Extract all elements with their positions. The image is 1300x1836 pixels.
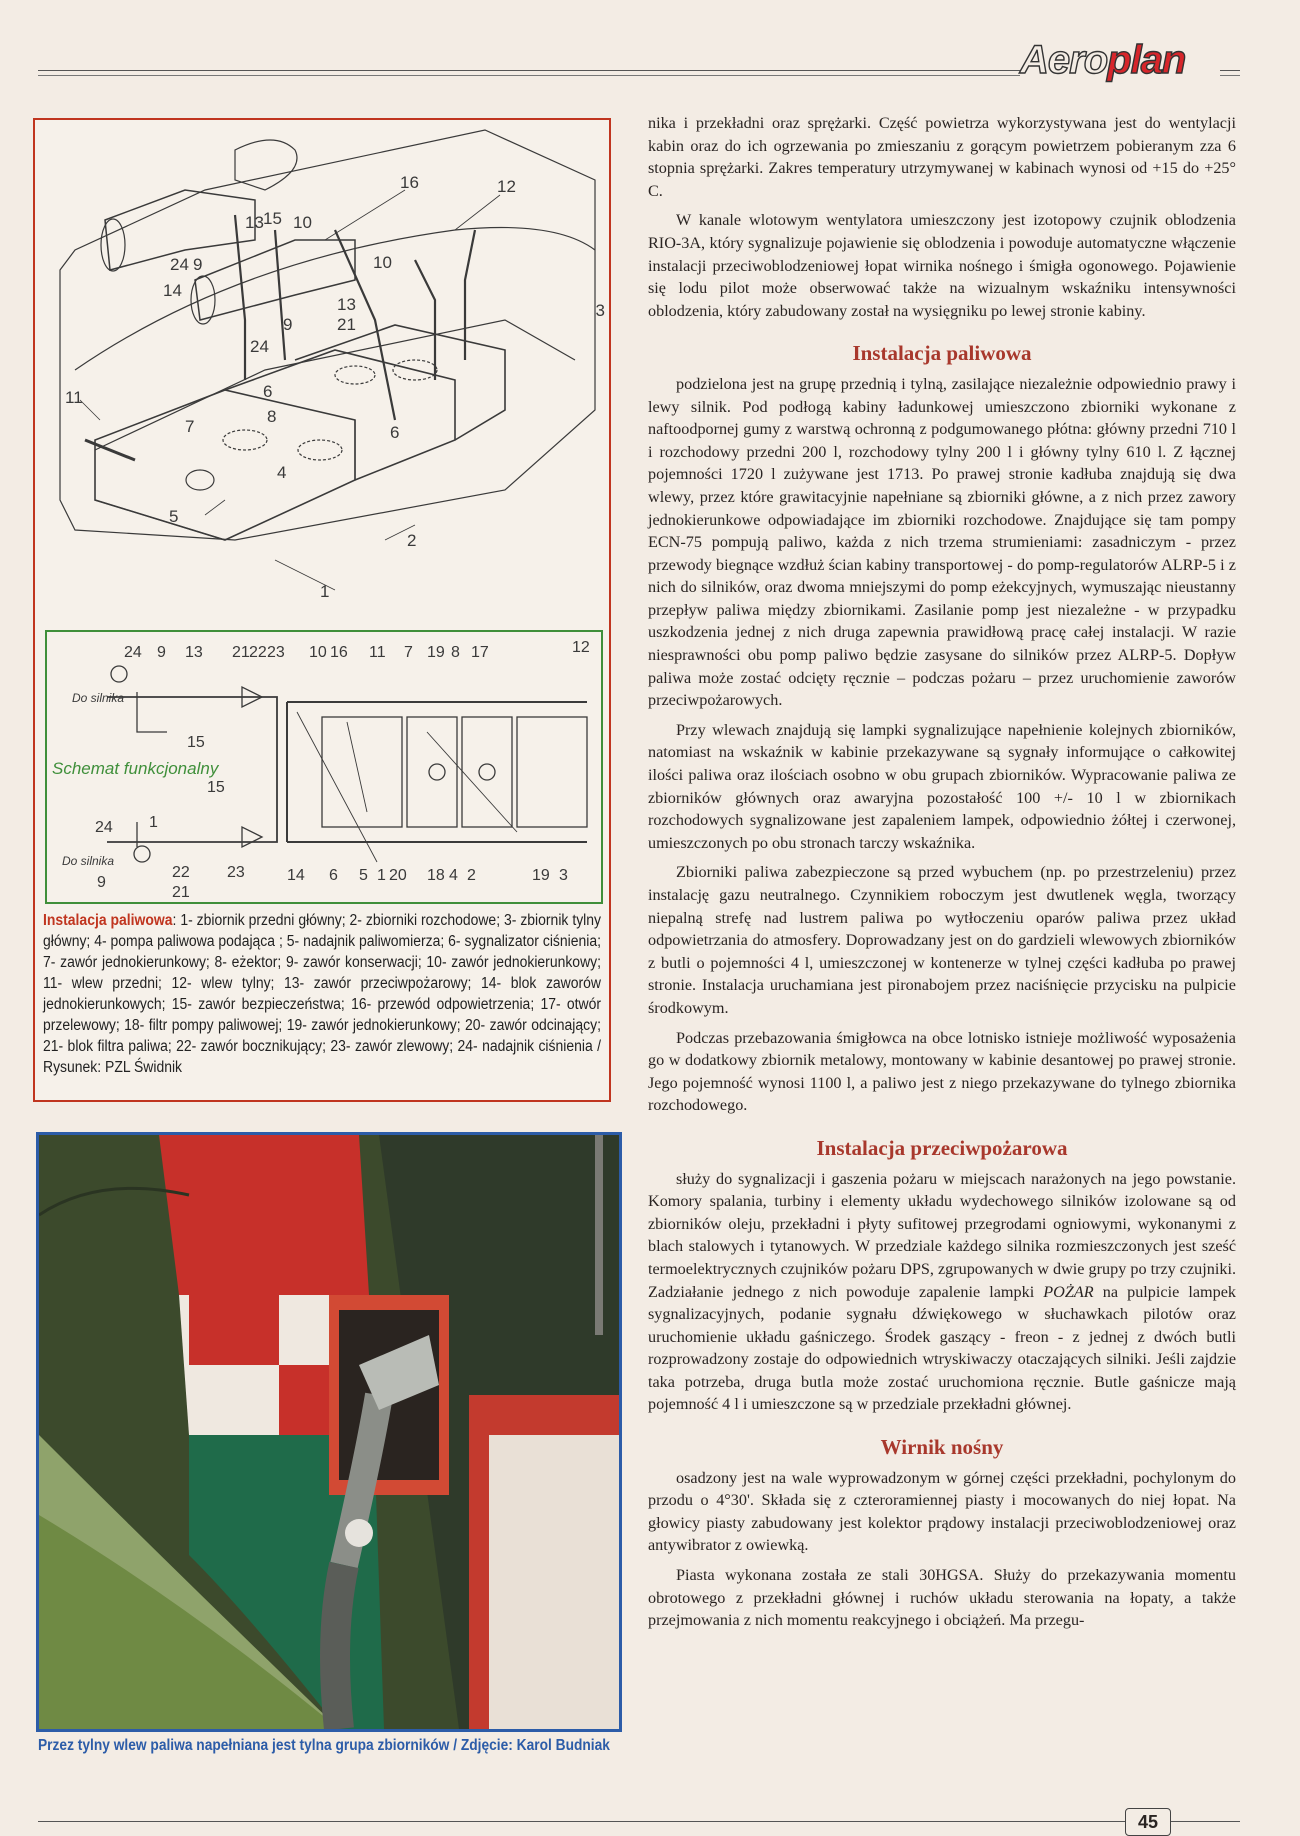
callout-13: 13 bbox=[245, 213, 264, 232]
schema-num-20: 20 bbox=[389, 867, 407, 884]
paragraph: osadzony jest na wale wyprowadzonym w górnej części przekładni, pochylonym do przodu o 4°30'. Składa się z czteroramiennej piasty i mocowanych do niej łopat. Na głowicy piasty zabudowany jest kolektor prądowy instalacji przeciwoblodzeniowej oraz antywibrator z owiewką. bbox=[648, 1468, 1236, 1555]
schema-num-8: 8 bbox=[451, 644, 460, 661]
schema-num-9: 9 bbox=[157, 644, 166, 661]
callout-10: 10 bbox=[293, 213, 312, 232]
tank-front-main bbox=[95, 390, 355, 540]
section-heading-fuel: Instalacja paliwowa bbox=[852, 341, 1032, 366]
schema-num-21b: 21 bbox=[172, 884, 190, 901]
schema-num-18: 18 bbox=[427, 867, 445, 884]
main-manifold bbox=[287, 702, 587, 842]
floor-line bbox=[95, 320, 575, 450]
footer-rule bbox=[38, 1821, 1240, 1822]
fire-lamp-label: POŻAR bbox=[1043, 1282, 1094, 1301]
callout-7: 7 bbox=[185, 417, 195, 436]
engine-left-intake bbox=[101, 219, 125, 271]
schema-num-17: 17 bbox=[471, 644, 489, 661]
schema-num-3: 3 bbox=[559, 867, 568, 884]
label-to-engine-top: Do silnika bbox=[72, 691, 125, 705]
tank-box-front bbox=[322, 717, 402, 827]
schema-num-7: 7 bbox=[404, 644, 413, 661]
schema-num-22: 22 bbox=[249, 644, 267, 661]
schema-num-6: 6 bbox=[329, 867, 338, 884]
callout-2: 2 bbox=[407, 531, 417, 550]
schema-num-24: 24 bbox=[124, 644, 142, 661]
callout-8: 8 bbox=[267, 407, 277, 426]
schema-num-21: 21 bbox=[232, 644, 250, 661]
schema-num-12: 12 bbox=[572, 639, 590, 656]
filter-symbols bbox=[242, 687, 262, 847]
pump-symbol bbox=[429, 764, 445, 780]
section-heading-fire: Instalacja przeciwpożarowa bbox=[816, 1135, 1068, 1160]
callout-15: 15 bbox=[263, 209, 282, 228]
schema-num-15: 15 bbox=[187, 734, 205, 751]
paragraph: Przy wlewach znajdują się lampki sygnalizujące napełnienie kolejnych zbiorników, natomiast na wskaźnik w kabinie przekazywane są sygnały informujące o całkowitej ilości paliwa oraz ilościach osobno w obu grupach zbiorników. Wypracowanie paliwa ze zbiorników głównych oraz awaryjna pozostałość 100 +/- 10 l w zbiornikach rozchodowych sygnalizowane jest zapaleniem lampek, odpowiednio żółtej i czerwonej, umieszczonych po obu stronach tarczy wskaźnika. bbox=[648, 720, 1236, 852]
tank-edges bbox=[95, 420, 355, 540]
schema-num-1: 1 bbox=[149, 814, 158, 831]
paragraph: Piasta wykonana została ze stali 30HGSA. Służy do przekazywania momentu obrotowego z przekładni głównej i ruchów układu sterowania na łopaty, a także przejmowania z nich momentu reakcyjnego i obciążeń. Ma przegu- bbox=[648, 1566, 1236, 1630]
schema-num-5: 5 bbox=[359, 867, 368, 884]
callout-3: 3 bbox=[595, 301, 605, 320]
tank-rear-main bbox=[225, 350, 455, 480]
callout-6b: 6 bbox=[390, 423, 400, 442]
figure-caption bbox=[43, 910, 601, 1078]
engine-right-intake bbox=[191, 276, 215, 324]
schema-num-23: 23 bbox=[267, 644, 285, 661]
photo-caption: Przez tylny wlew paliwa napełniana jest tylna grupa zbiorników / Zdjęcie: Karol Budniak bbox=[38, 1737, 610, 1754]
schema-num-10: 10 bbox=[309, 644, 327, 661]
tank-box-rear bbox=[517, 717, 587, 827]
schema-num-11: 11 bbox=[369, 644, 386, 661]
paragraph-text: służy do sygnalizacji i gaszenia pożaru w miejscach narażonych na jego powstanie. Komory spalania, turbiny i elementy układu wydechowego silników izolowane są od zbiorników oleju, przekładni i płyty sufitowej przegrodami ogniowymi, wykonanymi z blach stalowych i tytanowych. W przedziale każdego silnika rozmieszczonych jest sześć termoelektrycznych czujników pożaru DPS, zgrupowanych w dwie grupy po trzy czujniki. Zadziałanie jednego z nich powoduje zapalenie lampki bbox=[648, 1169, 1236, 1301]
paragraph: podzielona jest na grupę przednią i tylną, zasilające niezależnie odpowiednio prawy i lewy silnik. Pod podłogą kabiny ładunkowej umieszczono zbiorniki wykonane z naftoodpornej gumy z warstwą ochronną z podgumowanego płótna: główny przedni 710 l i rozchodowy przedni 200 l, rozchodowy tylny 200 l i główny tylny 610 l. Z łącznej pojemności 1720 l zużywane jest 1713. Po prawej stronie kadłuba znajdują się dwa wlewy, przez które grawitacyjnie napełniane są zbiorniki główne, a z nich przez zawory jednokierunkowe odpowiadające im zbiorniki rozchodowe. Znajdujące się tam pompy ECN-75 pompują paliwo, każda z nich trzema strumieniami: zasadniczym - przez przewody biegnące wzdłuż ścian kabiny transportowej - do pomp-regulatorów ALRP-5 i z nich do silników, oraz dwoma mniejszymi do pomp eżekcyjnych, wymuszając nieustanny przepływ paliwa między zbiornikami. Zasilanie pomp jest niezależne - w przypadku uszkodzenia jednej z nich druga zapewnia prawidłową pracę całej instalacji. W razie niesprawności obu pomp paliwo będzie zasysane do silników przez ALRP-5. Dopływ paliwa może zostać odcięty ręcznie – podczas pożaru – przez uruchomienie zaworów przeciwpożarowych. bbox=[648, 374, 1236, 710]
page-number: 45 bbox=[1125, 1808, 1171, 1836]
logo-part-aero: Aero bbox=[1020, 38, 1108, 82]
schema-title: Schemat funkcjonalny bbox=[52, 759, 219, 778]
callout-24: 24 bbox=[170, 255, 189, 274]
callout-10b: 10 bbox=[373, 253, 392, 272]
tank-box-consumable-rear bbox=[462, 717, 512, 827]
exhaust-pipe bbox=[235, 140, 297, 190]
paragraph: Podczas przebazowania śmigłowca na obce lotnisko istnieje możliwość wyposażenia go w dodatkowy zbiornik metalowy, montowany w kabinie desantowej po prawej stronie. Jego pojemność wynosi 1100 l, a paliwo jest z niego przekazywane do tylnego zbiornika rozchodowego. bbox=[648, 1028, 1236, 1115]
paragraph: W kanale wlotowym wentylatora umieszczony jest izotopowy czujnik oblodzenia RIO-3A, który sygnalizuje pojawienie się oblodzenia i powoduje automatyczne włączenie instalacji przeciwoblodzeniowej łopat wirnika nośnego i śmigła ogonowego. Pojawienie się lodu pilot może obserwować także na wizualnym wskaźniku intensywności oblodzenia, który zabudowany został na wysięgniku po lewej stronie kabiny. bbox=[648, 211, 1236, 320]
frame-line bbox=[75, 228, 595, 371]
pressure-gauge-bottom bbox=[134, 846, 150, 862]
callout-16: 16 bbox=[400, 173, 419, 192]
schema-num-9b: 9 bbox=[97, 874, 106, 891]
pressure-gauge-top bbox=[111, 666, 127, 682]
callout-9: 9 bbox=[193, 255, 203, 274]
callout-6: 6 bbox=[263, 382, 273, 401]
callout-14: 14 bbox=[163, 281, 182, 300]
schema-num-2: 2 bbox=[467, 867, 476, 884]
fuel-system-figure bbox=[33, 118, 611, 1102]
paragraph bbox=[648, 1168, 1236, 1417]
callout-13b: 13 bbox=[337, 295, 356, 314]
tank-box-consumable bbox=[407, 717, 457, 827]
section-heading-rotor: Wirnik nośny bbox=[880, 1435, 1004, 1460]
paragraph: Zbiorniki paliwa zabezpieczone są przed wybuchem (np. po przestrzeleniu) przez instalację gazu neutralnego. Czynnikiem roboczym jest dwutlenek węgla, tworzący niepalną strefę nad lustrem paliwa po wytłoczeniu oparów paliwa przez układ odpowietrzania do atmosfery. Doprowadzany jest on do gardzieli wlewowych zbiorników z butli o pojemności 4 l, umieszczonej w kontenerze w tylnej części kadłuba po prawej stronie. Instalacja uruchamiana jest pironabojem przez naciśnięcie przycisku na pulpicie środkowym. bbox=[648, 863, 1236, 1017]
schema-num-19b: 19 bbox=[532, 867, 550, 884]
functional-schema-drawing bbox=[47, 632, 601, 902]
pump-symbol bbox=[479, 764, 495, 780]
article-column bbox=[648, 112, 1236, 1639]
caption-title: Instalacja paliwowa bbox=[43, 912, 173, 929]
caption-text: : 1- zbiornik przedni główny; 2- zbiorniki rozchodowe; 3- zbiornik tylny główny; 4- pompa paliwowa podająca ; 5- nadajnik paliwomierza; 6- sygnalizator ciśnienia; 7- zawór jednokierunkowy; 8- eżektor; 9- zawór konserwacji; 10- zawór jednokierunkowy; 11- wlew przedni; 12- wlew tylny; 13- zawór przeciwpożarowy; 14- blok zaworów jednokierunkowych; 15- zawór bezpieczeństwa; 16- przewód odpowietrzenia; 17- otwór przelewowy; 18- filtr pompy paliwowej; 19- zawór jednokierunkowy; 20- zawór odcinający; 21- blok filtra paliwa; 22- zawór bocznikujący; 23- zawór zlewowy; 24- nadajnik ciśnienia / Rysunek: PZL Świdnik bbox=[43, 912, 602, 1076]
callout-5: 5 bbox=[169, 507, 179, 526]
engine-right bbox=[195, 240, 355, 320]
schema-num-24b: 24 bbox=[95, 819, 113, 836]
schema-num-4: 4 bbox=[449, 867, 458, 884]
schema-num-1b: 1 bbox=[377, 867, 386, 884]
isometric-fuel-tanks-drawing bbox=[35, 120, 609, 630]
schema-num-23b: 23 bbox=[227, 864, 245, 881]
schema-num-14: 14 bbox=[287, 867, 305, 884]
schema-num-19: 19 bbox=[427, 644, 445, 661]
callout-24b: 24 bbox=[250, 337, 269, 356]
callout-1: 1 bbox=[320, 582, 330, 601]
filler-neck bbox=[186, 470, 214, 490]
tank-hatch bbox=[298, 440, 342, 460]
schema-num-16: 16 bbox=[330, 644, 348, 661]
schema-num-13: 13 bbox=[185, 644, 203, 661]
callout-11: 11 bbox=[65, 388, 83, 407]
paragraph: nika i przekładni oraz sprężarki. Część powietrza wykorzystywana jest do wentylacji kabin oraz do ich ogrzewania po zmieszaniu z gorącym powietrzem pobieranym zza 6 stopnia sprężarki. Zakres temperatury utrzymywanej w kabinach wynosi od +15 do +25° C. bbox=[648, 114, 1236, 200]
callout-21: 21 bbox=[337, 315, 356, 334]
label-to-engine-bottom: Do silnika bbox=[62, 854, 115, 868]
tank-hatch bbox=[335, 366, 375, 384]
callout-9b: 9 bbox=[283, 315, 293, 334]
refuelling-photo bbox=[36, 1132, 622, 1732]
logo-part-plan: plan bbox=[1107, 38, 1186, 82]
functional-schema bbox=[45, 630, 603, 904]
schema-num-22b: 22 bbox=[172, 864, 190, 881]
magazine-logo bbox=[1020, 38, 1220, 88]
refuelling-photo-illustration bbox=[39, 1135, 619, 1729]
callout-12: 12 bbox=[497, 177, 516, 196]
tank-hatch bbox=[223, 430, 267, 450]
paragraph-text: na pulpicie lampek sygnalizacyjnych, podanie sygnału dźwiękowego w słuchawkach pilotów oraz uruchomienie układu gaśniczego. Środek gaszący - freon - z jednej z dwóch butli rozprowadzony zostaje do odpowiednich wtryskiwaczy otaczających silniki. Jeśli zajdzie taka potrzeba, druga butla może zostać uruchomiona ręcznie. Butle gaśnicze mają pojemność 4 l i umieszczone są w przedziale przekładni głównej. bbox=[648, 1282, 1236, 1414]
callout-4: 4 bbox=[277, 463, 287, 482]
schema-num-15b: 15 bbox=[207, 779, 225, 796]
